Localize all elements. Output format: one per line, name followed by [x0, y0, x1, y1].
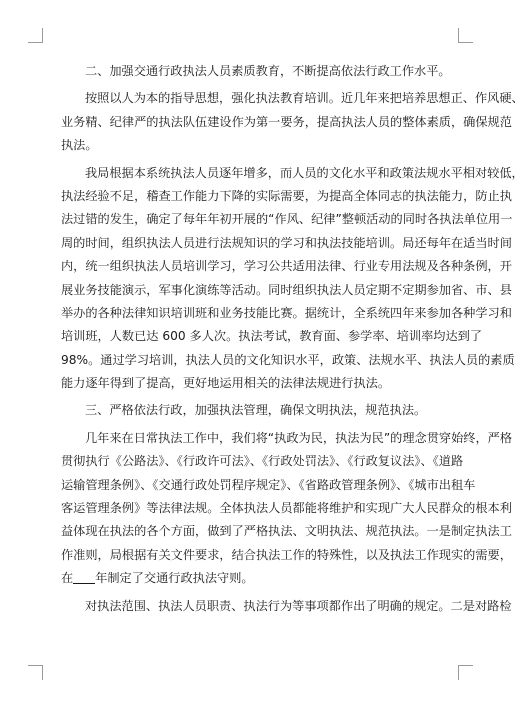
paragraph-line: 运输管理条例》、《交通行政处罚程序规定》、《省路政管理条例》、《城市出租车 [61, 477, 476, 492]
paragraph-line: 益体现在执法的各个方面，做到了严格执法、文明执法、规范执法。一是制定执法工 [61, 524, 512, 539]
paragraph-line: 培训班，人数已达 600 多人次。执法考试，教育面、参学率、培训率均达到了 [61, 329, 483, 344]
paragraph-line: 能力逐年得到了提高，更好地运用相关的法律法规进行执法。 [61, 376, 391, 391]
text-after-blank: 年制定了交通行政执法守则。 [95, 571, 254, 586]
crop-mark-bottom-left [28, 665, 43, 680]
paragraph-line: 内，统一组织执法人员培训学习，学习公共适用法律、行业专用法规及各种条例，开 [61, 259, 512, 274]
crop-mark-bottom-right [458, 665, 473, 680]
paragraph-line: 作准则，局根据有关文件要求，结合执法工作的特殊性，以及执法工作现实的需要， [61, 547, 512, 562]
paragraph-line: 执法。 [61, 138, 98, 153]
paragraph-line: 98%。通过学习培训，执法人员的文化知识水平，政策、法规水平、执法人员的素质 [61, 352, 515, 367]
fill-in-blank [73, 571, 95, 584]
paragraph-line: 对执法范围、执法人员职责、执法行为等事项都作出了明确的规定。二是对路检 [85, 598, 512, 613]
paragraph-line: 执法经验不足，稽查工作能力下降的实际需要，为提高全体同志的执法能力，防止执 [61, 188, 512, 203]
crop-mark-top-left [28, 28, 43, 43]
section-3-heading: 三、严格依法行政，加强执法管理，确保文明执法，规范执法。 [85, 403, 427, 418]
paragraph-line: 几年来在日常执法工作中，我们将“执政为民，执法为民”的理念贯穿始终，严格 [85, 430, 513, 445]
paragraph-line-with-blank [61, 567, 439, 590]
document-body [61, 60, 524, 618]
paragraph-line: 法过错的发生，确定了每年年初开展的“作风、纪律”整顿活动的同时各执法单位用一 [61, 212, 513, 227]
paragraph-line: 展业务技能演示，军事化演练等活动。同时组织执法人员定期不定期参加省、市、县 [61, 282, 512, 297]
paragraph-line: 按照以人为本的指导思想，强化执法教育培训。近几年来把培养思想正、作风硬、 [85, 91, 524, 106]
text-before-blank: 在 [61, 571, 74, 586]
paragraph-line: 贯彻执行《公路法》、《行政许可法》、《行政处罚法》、《行政复议法》、《道路 [61, 454, 464, 469]
paragraph-line: 业务精、纪律严的执法队伍建设作为第一要务，提高执法人员的整体素质，确保规范 [61, 114, 512, 129]
paragraph-line: 周的时间，组织执法人员进行法规知识的学习和执法技能培训。局还每年在适当时间 [61, 235, 512, 250]
paragraph-line: 客运管理条例》等法律法规。全体执法人员都能将维护和实现广大人民群众的根本利 [61, 501, 512, 516]
section-2-heading: 二、加强交通行政执法人员素质教育，不断提高依法行政工作水平。 [85, 64, 451, 78]
paragraph-line: 举办的各种法律知识培训班和业务技能比赛。据统计，全系统四年来参加各种学习和 [61, 305, 512, 320]
paragraph-line: 我局根据本系统执法人员逐年增多，而人员的文化水平和政策法规水平相对较低， [85, 165, 524, 180]
crop-mark-top-right [458, 28, 473, 43]
